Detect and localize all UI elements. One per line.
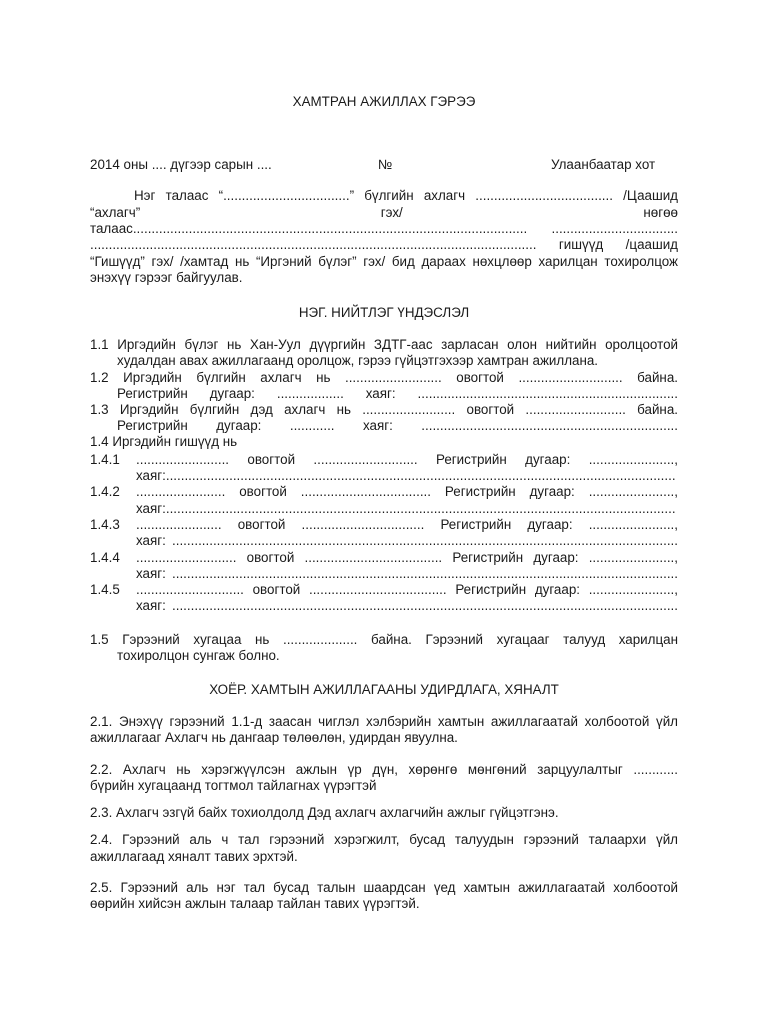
clause-2-2-line-2: бүрийн хугацаанд тогтмол тайлагнах үүрэгтэй (90, 778, 377, 793)
member-line-2: хаяг: ........................................................................................................................................ (136, 533, 678, 548)
member-number: 1.4.1 (90, 452, 120, 467)
clause-1-3-line-2: Регистрийн дугаар: ............ хаяг: ..................................................................... (117, 418, 678, 433)
member-line-1: ........................... овогтой ..................................... Регистрийн дугаар: ......................., (136, 550, 678, 565)
clause-1-1-line-2: худалдан авах ажиллагаанд оролцож, гэрээ гүйцэтгэхээр хамтран ажиллана. (117, 353, 599, 368)
clause-2-2-line-1: 2.2. Ахлагч нь хэрэгжүүлсэн ажлын үр дүн, хөрөнгө мөнгөний зарцуулалтыг ............ (90, 762, 678, 777)
member-line-1: ............................. овогтой ..................................... Регистрийн дугаар: ......................., (136, 582, 678, 597)
clause-1-5-line-2: тохиролцон сунгаж болно. (117, 648, 280, 663)
member-number: 1.4.5 (90, 582, 120, 597)
member-line-2: хаяг:......................................................................................................................................... (136, 468, 676, 483)
clause-1-5-line-1: 1.5 Гэрээний хугацаа нь .................... байна. Гэрээний хугацааг талууд харилцан (90, 632, 678, 647)
intro-line-2: “ахлагч” гэх/ нөгөө (90, 205, 678, 220)
clause-2-1-line-2: ажиллагааг Ахлагч нь дангаар төлөөлөн, удирдан явуулна. (90, 730, 458, 745)
clause-2-5-line-1: 2.5. Гэрээний аль нэг тал бусад талын шаардсан үед хамтын ажиллагаатай холбоотой (90, 880, 678, 895)
clause-1-2-line-1: 1.2 Иргэдийн бүлгийн ахлагч нь .......................... овогтой ............................ байна. (90, 370, 678, 385)
intro-line-6: энэхүү гэрээг байгуулав. (90, 270, 243, 285)
clause-1-2-line-2: Регистрийн дугаар: .................. хаяг: ...................................................................... (117, 386, 678, 401)
intro-line-3: талаас.......................................................................................................... .................................. (90, 221, 678, 236)
clause-2-3: 2.3. Ахлагч эзгүй байх тохиолдолд Дэд ахлагч ахлагчийн ажлыг гүйцэтгэнэ. (90, 805, 559, 820)
clause-2-5-line-2: өөрийн хийсэн ажлын талаар тайлан тавих үүрэгтэй. (90, 896, 420, 911)
clause-1-3-line-1: 1.3 Иргэдийн бүлгийн дэд ахлагч нь ......................... овогтой ........................... байна. (90, 402, 678, 417)
clause-2-1-line-1: 2.1. Энэхүү гэрээний 1.1-д заасан чиглэл хэлбэрийн хамтын ажиллагаатай холбоотой үйл (90, 714, 678, 729)
member-number: 1.4.3 (90, 517, 120, 532)
section-2-heading: ХОЁР. ХАМТЫН АЖИЛЛАГААНЫ УДИРДЛАГА, ХЯНАЛТ (209, 682, 559, 697)
date-field: 2014 оны .... дүгээр сарын .... (90, 157, 272, 172)
number-field: № (378, 157, 393, 172)
document-title: ХАМТРАН АЖИЛЛАХ ГЭРЭЭ (292, 94, 476, 109)
city-field: Улаанбаатар хот (551, 157, 656, 172)
intro-line-1: Нэг талаас “..................................” бүлгийн ахлагч ..................................... /Цаашид (134, 188, 678, 203)
clause-1-1-line-1: 1.1 Иргэдийн бүлэг нь Хан-Уул дүүргийн ЗДТГ-аас зарласан олон нийтийн оролцоотой (90, 337, 678, 352)
member-number: 1.4.2 (90, 484, 120, 499)
member-line-1: ....................... овогтой ................................. Регистрийн дугаар: ......................., (136, 517, 678, 532)
intro-line-4: ........................................................................................................................ гишүүд /цаашид (90, 237, 678, 252)
member-line-2: хаяг: ........................................................................................................................................ (136, 598, 678, 613)
member-line-1: ......................... овогтой ............................ Регистрийн дугаар: ......................., (136, 452, 678, 467)
member-line-2: хаяг: ........................................................................................................................................ (136, 566, 678, 581)
clause-2-4-line-1: 2.4. Гэрээний аль ч тал гэрээний хэрэгжилт, бусад талуудын гэрээний талаархи үйл (90, 832, 678, 847)
clause-1-4-heading: 1.4 Иргэдийн гишүүд нь (90, 434, 238, 449)
intro-line-5: “Гишүүд” гэх/ /хамтад нь “Иргэний бүлэг” гэх/ бид дараах нөхцлөөр харилцан тохиролцож (90, 254, 678, 269)
clause-2-4-line-2: ажиллагаад хяналт тавих эрхтэй. (90, 849, 298, 864)
member-line-1: ........................ овогтой ................................... Регистрийн дугаар: ......................., (136, 484, 678, 499)
section-1-heading: НЭГ. НИЙТЛЭГ ҮНДЭСЛЭЛ (298, 305, 470, 320)
member-line-2: хаяг:......................................................................................................................................... (136, 501, 676, 516)
member-number: 1.4.4 (90, 550, 120, 565)
